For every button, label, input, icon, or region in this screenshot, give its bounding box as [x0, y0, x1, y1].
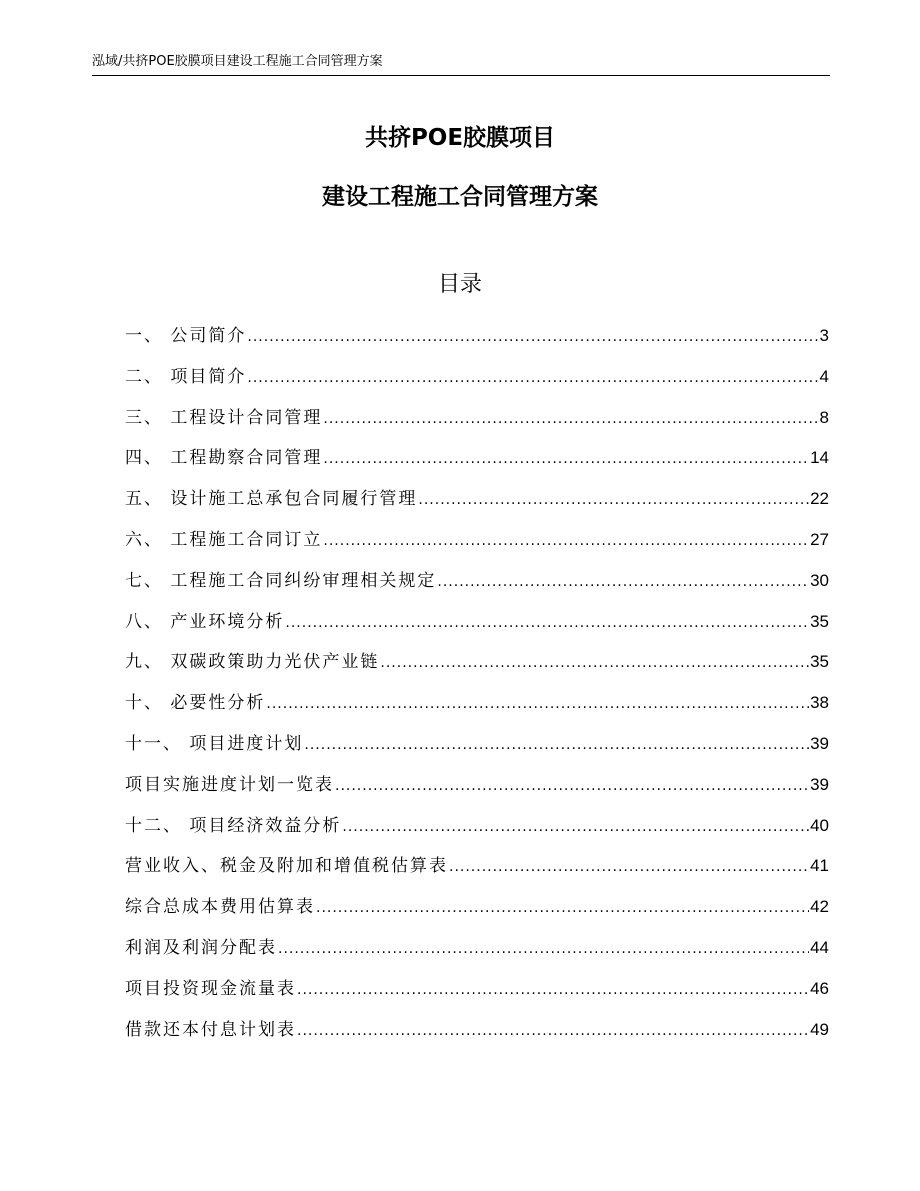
toc-entry[interactable]: [125, 486, 829, 527]
toc-entry[interactable]: [125, 976, 829, 1017]
document-title-line-1: 共挤POE胶膜项目: [364, 125, 556, 151]
toc-entry[interactable]: [125, 690, 829, 731]
document-title-line-2: 建设工程施工合同管理方案: [322, 184, 598, 210]
toc-entry-label: 项目实施进度计划一览表: [125, 774, 334, 795]
toc-entry-page-number: 39: [810, 733, 829, 753]
toc-dot-leader: [247, 365, 818, 391]
toc-entry[interactable]: [125, 568, 829, 609]
toc-entry[interactable]: [125, 364, 829, 405]
toc-entry-page-number: 35: [810, 611, 829, 631]
toc-entry[interactable]: [125, 894, 829, 935]
toc-entry-label: 八、 产业环境分析: [125, 611, 285, 632]
toc-entry-label: 项目投资现金流量表: [125, 978, 296, 999]
toc-entry[interactable]: [125, 772, 829, 813]
toc-entry-label: 七、 工程施工合同纠纷审理相关规定: [125, 570, 437, 591]
toc-entry-label: 利润及利润分配表: [125, 937, 277, 958]
toc-entry[interactable]: [125, 649, 829, 690]
toc-dot-leader: [342, 814, 809, 840]
toc-entry[interactable]: [125, 609, 829, 650]
toc-dot-leader: [323, 446, 809, 472]
toc-dot-leader: [380, 650, 809, 676]
toc-entry-page-number: 42: [810, 897, 829, 917]
toc-dot-leader: [449, 854, 809, 880]
toc-entry-page-number: 46: [810, 978, 829, 998]
toc-entry[interactable]: [125, 405, 829, 446]
table-of-contents: [125, 323, 829, 1057]
toc-dot-leader: [297, 977, 809, 1003]
toc-dot-leader: [323, 528, 809, 554]
toc-entry[interactable]: [125, 445, 829, 486]
toc-dot-leader: [418, 487, 809, 513]
toc-entry[interactable]: [125, 853, 829, 894]
toc-entry-label: 三、 工程设计合同管理: [125, 407, 323, 428]
toc-dot-leader: [316, 895, 809, 921]
toc-entry-page-number: 4: [819, 366, 829, 386]
toc-dot-leader: [285, 610, 809, 636]
toc-entry-page-number: 44: [810, 937, 829, 957]
toc-entry[interactable]: [125, 323, 829, 364]
toc-entry-label: 二、 项目简介: [125, 366, 247, 387]
toc-entry-label: 十二、 项目经济效益分析: [125, 815, 342, 836]
toc-entry-label: 营业收入、税金及附加和增值税估算表: [125, 856, 448, 877]
toc-entry-page-number: 41: [810, 856, 829, 876]
toc-entry-page-number: 40: [810, 815, 829, 835]
toc-entry-label: 四、 工程勘察合同管理: [125, 448, 323, 469]
toc-entry-page-number: 30: [810, 570, 829, 590]
toc-entry[interactable]: [125, 935, 829, 976]
toc-dot-leader: [297, 1018, 809, 1044]
toc-entry-page-number: 49: [810, 1019, 829, 1039]
toc-entry[interactable]: [125, 1017, 829, 1058]
toc-dot-leader: [437, 569, 809, 595]
toc-entry-page-number: 27: [810, 529, 829, 549]
toc-entry-page-number: 35: [810, 652, 829, 672]
toc-entry-page-number: 3: [819, 326, 829, 345]
toc-entry-page-number: 38: [810, 693, 829, 713]
toc-entry-page-number: 8: [819, 407, 829, 427]
toc-entry-page-number: 22: [810, 489, 829, 509]
toc-entry-label: 五、 设计施工总承包合同履行管理: [125, 489, 418, 510]
toc-entry-label: 九、 双碳政策助力光伏产业链: [125, 652, 380, 673]
toc-dot-leader: [335, 773, 809, 799]
running-header: 泓域/共挤POE胶膜项目建设工程施工合同管理方案: [92, 54, 383, 69]
toc-entry-label: 综合总成本费用估算表: [125, 897, 315, 918]
toc-entry[interactable]: [125, 731, 829, 772]
toc-entry[interactable]: [125, 527, 829, 568]
toc-entry-label: 十、 必要性分析: [125, 693, 266, 714]
header-divider: [92, 75, 830, 76]
toc-dot-leader: [266, 691, 809, 717]
toc-dot-leader: [323, 406, 818, 432]
toc-dot-leader: [278, 936, 809, 962]
toc-entry-page-number: 14: [810, 448, 829, 468]
toc-entry[interactable]: [125, 813, 829, 854]
toc-heading: 目录: [437, 272, 482, 297]
toc-entry-label: 借款还本付息计划表: [125, 1019, 296, 1040]
toc-dot-leader: [304, 732, 809, 758]
toc-entry-label: 六、 工程施工合同订立: [125, 529, 323, 550]
toc-entry-label: 一、 公司简介: [125, 326, 247, 346]
toc-entry-label: 十一、 项目进度计划: [125, 733, 304, 754]
toc-entry-page-number: 39: [810, 774, 829, 794]
toc-dot-leader: [247, 324, 818, 350]
